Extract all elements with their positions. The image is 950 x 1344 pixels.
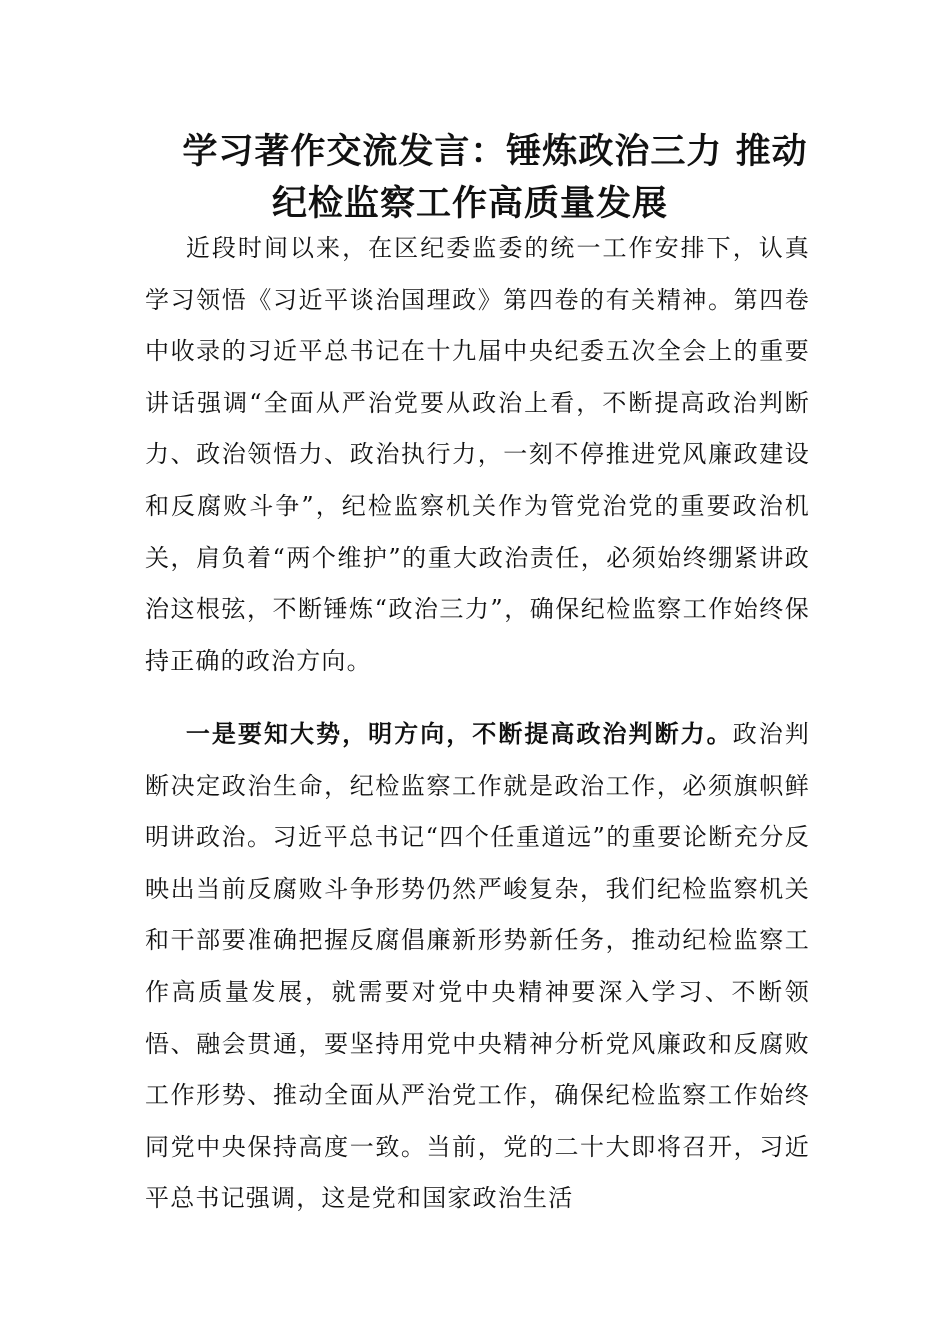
document-title-line-2: 纪检监察工作高质量发展 [271,183,668,224]
paragraph-1-text: 近段时间以来，在区纪委监委的统一工作安排下，认真学习领悟《习近平谈治国理政》第四卷的有关精神。第四卷中收录的习近平总书记在十九届中央纪委五次全会上的重要讲话强调“全面从严治党要从政治上看，不断提高政治判断力、政治领悟力、政治执行力，一刻不停推进党风廉政建设和反腐败斗争”，纪检监察机关作为管党治党的重要政治机关，肩负着“两个维护”的重大政治责任，必须始终绷紧讲政治这根弦，不断锤炼“政治三力”，确保纪检监察工作始终保持正确的政治方向。 [145,234,810,675]
document-title-line-1: 学习著作交流发言：锤炼政治三力 推动 [182,131,808,172]
paragraph-2-text: 政治判断决定政治生命，纪检监察工作就是政治工作，必须旗帜鲜明讲政治。习近平总书记“四个任重道远”的重要论断充分反映出当前反腐败斗争形势仍然严峻复杂，我们纪检监察机关和干部要准确把握反腐倡廉新形势新任务，推动纪检监察工作高质量发展，就需要对党中央精神要深入学习、不断领悟、融会贯通，要坚持用党中央精神分析党风廉政和反腐败工作形势、推动全面从严治党工作，确保纪检监察工作始终同党中央保持高度一致。当前，党的二十大即将召开，习近平总书记强调，这是党和国家政治生活 [145,720,811,1213]
body-paragraph-2 [145,708,810,1225]
body-paragraph-1 [145,223,810,687]
paragraph-2-lead-heading: 一是要知大势，明方向，不断提高政治判断力。 [185,719,733,748]
